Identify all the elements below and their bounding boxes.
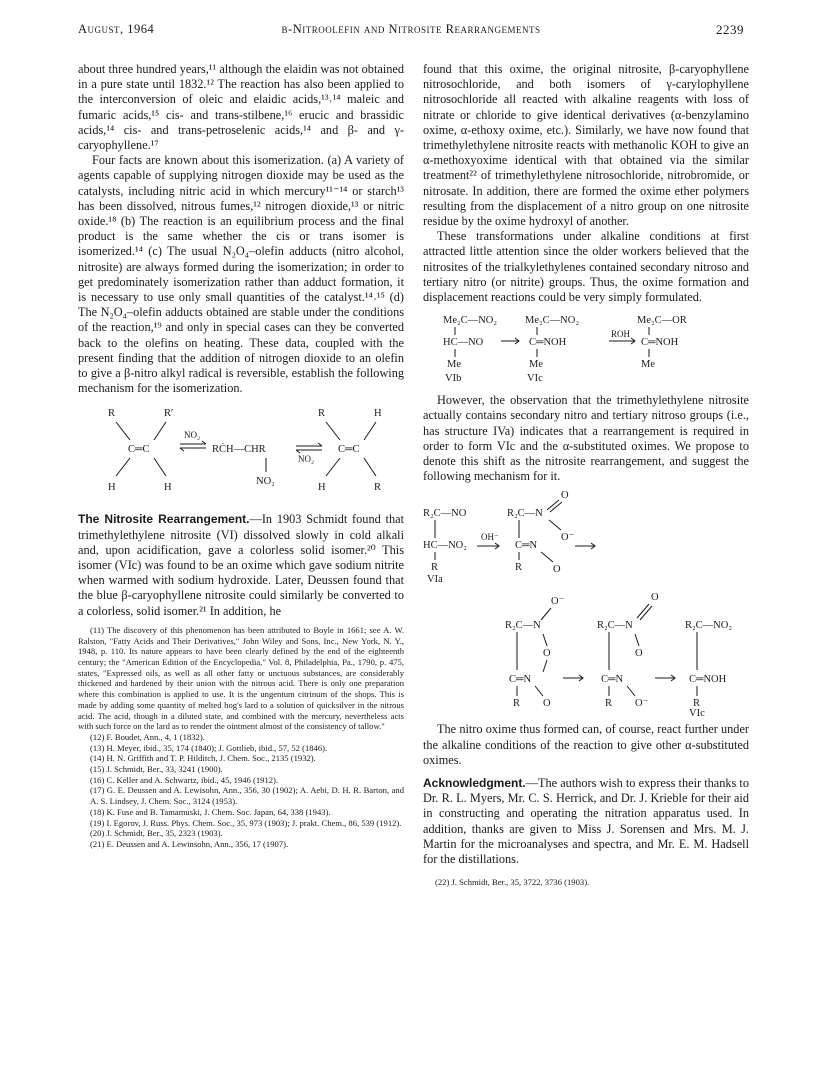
scheme1-no2-reagent: NO₂ xyxy=(184,430,201,441)
section-heading-acknowledgment: Acknowledgment. xyxy=(423,776,526,791)
footnote-12: (12) F. Boudet, Ann., 4, 1 (1832). xyxy=(90,731,205,742)
scheme3-s1a: R₂C—NO xyxy=(423,508,467,520)
scheme1-no2-loss: NO₂ xyxy=(298,454,315,465)
scheme3-s4o1: O xyxy=(651,592,659,604)
scheme3-s2r: R xyxy=(515,562,523,574)
scheme2-c2: C═NOH xyxy=(641,337,679,349)
scheme3-s4r: R xyxy=(605,698,613,710)
paragraph-transformations: These transformations under alkaline conditions at first attracted little attention since the older workers believed that the nitrosites of the trialkylethylenes contained secondary nitroso and tertiary nitro (or nitrite) groups. Thus, the oxime formation and displacement reactions could be very simply formulated. xyxy=(423,229,749,305)
scheme3-s3o2: O xyxy=(543,648,551,660)
scheme1-cc-right: C═C xyxy=(338,444,360,456)
header-date: August, 1964 xyxy=(78,22,155,36)
scheme3-s4a: R₂C—N xyxy=(597,620,633,632)
scheme3-s3b: C═N xyxy=(509,674,532,686)
scheme1-h-right2: H xyxy=(318,482,326,494)
scheme3-s2a: R₂C—N xyxy=(507,508,543,520)
paragraph-isomerization-history: about three hundred years,¹¹ although the elaidin was not obtained in a pure state until 1832.¹² The reaction has also been applied to the interconversion of oleic and elaidic acids,¹³˒¹⁴ maleic and fumaric acids,¹⁵ cis- and trans-stilbene,¹⁶ erucic and brassidic acids,¹⁴ cis- and trans-petroselenic acids,¹⁴ and β- and γ-caryophyllene.¹⁷ xyxy=(78,62,404,153)
scheme3-s1r: R xyxy=(431,562,439,574)
scheme2-a-label: VIb xyxy=(445,373,462,385)
scheme1-r-right2: R xyxy=(374,482,382,494)
scheme3-s2o2: O⁻ xyxy=(561,532,575,544)
scheme3-s5r: R xyxy=(693,698,701,710)
scheme2-b1: Me₂C—NO₂ xyxy=(525,315,579,327)
scheme2-c1: Me₂C—OR xyxy=(637,315,687,327)
section-heading-nitrosite: The Nitrosite Rearrangement. xyxy=(78,512,250,527)
scheme3-s2o3: O xyxy=(553,564,561,576)
scheme2-a3: Me xyxy=(447,359,461,371)
footnotes xyxy=(78,625,404,850)
paragraph-nitro-oxime: The nitro oxime thus formed can, of course, react further under the alkaline conditions of the reaction to give other α-substituted oximes. xyxy=(423,722,749,767)
scheme3-oh: OH⁻ xyxy=(481,532,499,543)
scheme1-h-left2: H xyxy=(164,482,172,494)
left-column xyxy=(78,62,404,850)
footnote-20: (20) J. Schmidt, Ber., 35, 2323 (1903). xyxy=(90,828,223,839)
nitrosite-rearrangement-mechanism xyxy=(423,490,749,716)
scheme3-s2b: C═N xyxy=(515,540,538,552)
page-number: 2239 xyxy=(716,22,744,37)
footnote-18: (18) K. Fuse and B. Tamamuski, J. Chem. Soc. Japan, 64, 338 (1943). xyxy=(90,806,331,817)
running-header xyxy=(78,22,744,42)
scheme2-b3: Me xyxy=(529,359,543,371)
scheme3-s5label: VIc xyxy=(689,708,705,717)
scheme3-s2o1: O xyxy=(561,490,569,502)
scheme3-s4b: C═N xyxy=(601,674,624,686)
nitrosite-text: —In 1903 Schmidt found that trimethylethylene nitrosite (VI) dissolved slowly in cold alkali and, upon acidification, gave a colorless solid isomer.²⁰ This isomer (VIc) was found to be an oxime which gave sodium nitrite when warmed with sodium hydroxide. Later, Deussen found that the blue β-caryophyllene nitrosite could similarly be converted to a colorless, solid isomer.²¹ In addition, he xyxy=(78,512,404,618)
isomerization-scheme xyxy=(78,402,404,506)
footnote-11: (11) The discovery of this phenomenon has been attributed to Boyle in 1661; see A. W. Ralston, "Fatty Acids and Their Derivatives," John Wiley and Sons, Inc., New York, N. Y., 1948, p. 110. Its nature appears to have been clearly defined by the end of the eighteenth century; the "American Edition of the Encyclopedia," Vol. 8, Philadelphia, Pa., 1790, p. 475, states, "Expressed oils, as well as all other fatty or unctuous substances, are considerably thickened and hardened by their union with the nitrous acid. There is only one preparation where this combination is applied to use. It is the ungentum citrinum of the shops. This is made by adding some quantity of melted hog's lard to a solution of quicksilver in the nitrous acid. The acid, though in a diluted state, and combined with the mercury, nevertheless acts with such force on the lard as to render the ointment almost of the consistency of tallow." xyxy=(78,624,404,732)
scheme3-s5a: R₂C—NO₂ xyxy=(685,620,732,632)
scheme3-s4o3: O⁻ xyxy=(635,698,649,710)
scheme2-a1: Me₂C—NO₂ xyxy=(443,315,497,327)
scheme2-a2: HC—NO xyxy=(443,337,484,349)
scheme1-r-topleft: R xyxy=(108,408,116,420)
paragraph-observation: However, the observation that the trimethylethylene nitrosite actually contains secondary nitro and tertiary nitroso groups (i.e., has structure IVa) indicates that a rearrangement is required in order to form VIc and the α-substituted oximes. We propose to denote this shift as the nitrosite rearrangement, and suggest the following mechanism for it. xyxy=(423,393,749,484)
scheme3-s3o3: O xyxy=(543,698,551,710)
paragraph-nitrosite-rearrangement xyxy=(78,512,404,618)
scheme3-s4o2: O xyxy=(635,648,643,660)
scheme3-s3a: R₂C—N xyxy=(505,620,541,632)
footnote-21: (21) E. Deussen and A. Lewinsohn, Ann., 356, 17 (1907). xyxy=(90,838,289,849)
acknowledgment-text: —The authors wish to express their thanks to Dr. R. L. Myers, Mr. C. S. Herrick, and Dr. J. Krieble for their aid in constructing and operating the nitration apparatus used. In addition, thanks are given to Miss J. Sorensen and Mrs. M. J. Martin for the microanalyses and spectra, and Mr. E. M. Hadsell for the distillations. xyxy=(423,776,749,867)
scheme2-b2: C═NOH xyxy=(529,337,567,349)
scheme1-cc-left: C═C xyxy=(128,444,150,456)
scheme1-rp: R′ xyxy=(164,408,174,420)
scheme1-h-left1: H xyxy=(108,482,116,494)
right-column xyxy=(423,62,749,888)
footnote-13: (13) H. Meyer, ibid., 35, 174 (1840); J. Gottlieb, ibid., 57, 52 (1846). xyxy=(90,742,328,753)
scheme3-s3o1: O⁻ xyxy=(551,596,565,608)
scheme1-radical: RĊH—CHR xyxy=(212,444,266,456)
footnote-15: (15) J. Schmidt, Ber., 33, 3241 (1900). xyxy=(90,764,223,775)
paragraph-oxime-findings: found that this oxime, the original nitrosite, β-caryophyllene nitrosochloride, and both isomers of γ-carylophyllene nitrosochloride all reacted with alkaline reagents with loss of nitrate or chloride to give identical derivatives (α-benzylamino oxime, α-ethoxy oxime, etc.). Similarly, we have now found that trimethylethylene nitrosite reacts with methanolic KOH to give an α-methoxyoxime identical with that obtained via the similar treatment²² of trimethylethylene nitrosochloride, nitrobromide, or nitrosate. In addition, there are formed the oxime ether polymers resulting from the displacement of a nitro group on one nitrosite residue by the oxime hydroxyl of another. xyxy=(423,62,749,229)
footnote-16: (16) C. Keller and A. Schwartz, ibid., 45, 1946 (1912). xyxy=(90,774,279,785)
header-title: β-Nitroolefin and Nitrosite Rearrangements xyxy=(281,22,541,36)
paragraph-acknowledgment xyxy=(423,776,749,867)
scheme3-s1b: HC—NO₂ xyxy=(423,540,467,552)
scheme2-c3: Me xyxy=(641,359,655,371)
scheme3-s3r: R xyxy=(513,698,521,710)
footnote-19: (19) I. Egorov, J. Russ. Phys. Chem. Soc., 35, 973 (1903); J. prakt. Chem., 86, 539 (1912). xyxy=(90,817,402,828)
footnote-17: (17) G. E. Deussen and A. Lewisohn, Ann., 356, 30 (1902); A. Aebi, D. H. R. Barton, and A. S. Lindsey, J. Chem. Soc., 3124 (1953). xyxy=(90,785,404,807)
scheme1-r-right1: R xyxy=(318,408,326,420)
scheme2-reagent: ROH xyxy=(611,329,631,340)
oxime-formation-scheme xyxy=(423,311,749,387)
scheme1-h-right1: H xyxy=(374,408,382,420)
scheme2-b-label: VIc xyxy=(527,373,543,385)
scheme1-radical-no2: NO₂ xyxy=(256,476,275,488)
footnote-14: (14) H. N. Griffith and T. P. Hilditch, J. Chem. Soc., 2135 (1932). xyxy=(90,753,316,764)
footnote-22: (22) J. Schmidt, Ber., 35, 3722, 3736 (1903). xyxy=(435,877,590,888)
scheme3-s5b: C═NOH xyxy=(689,674,727,686)
paragraph-four-facts: Four facts are known about this isomerization. (a) A variety of agents capable of supplying nitrogen dioxide may be used as the catalysts, including nitric acid in which mercury¹¹⁻¹⁴ or starch¹³ has been dissolved, nitrous fumes,¹² nitrogen dioxide,¹³ or nitric oxide.¹⁸ (b) The reaction is an equilibrium process and the final product is the same whether the cis or trans isomer is isomerized.¹⁴ (c) The usual N₂O₄–olefin adducts (nitro alcohol, nitrosite) are always formed during the isomerization; in order to get predominately isomerization rather than adduct formation, it is necessary to use only small quantities of the catalyst.¹⁴˒¹⁵ (d) The N₂O₄–olefin adducts obtained are stable under the conditions of the reaction,¹⁹ and only in special cases can they be converted back to the olefins on heating. These data, coupled with the present finding that the addition of nitrogen dioxide to an olefin to give a β-nitro alkyl radical is reversible, establish the following mechanism for the isomerization. xyxy=(78,153,404,396)
scheme3-s1label: VIa xyxy=(427,574,443,586)
